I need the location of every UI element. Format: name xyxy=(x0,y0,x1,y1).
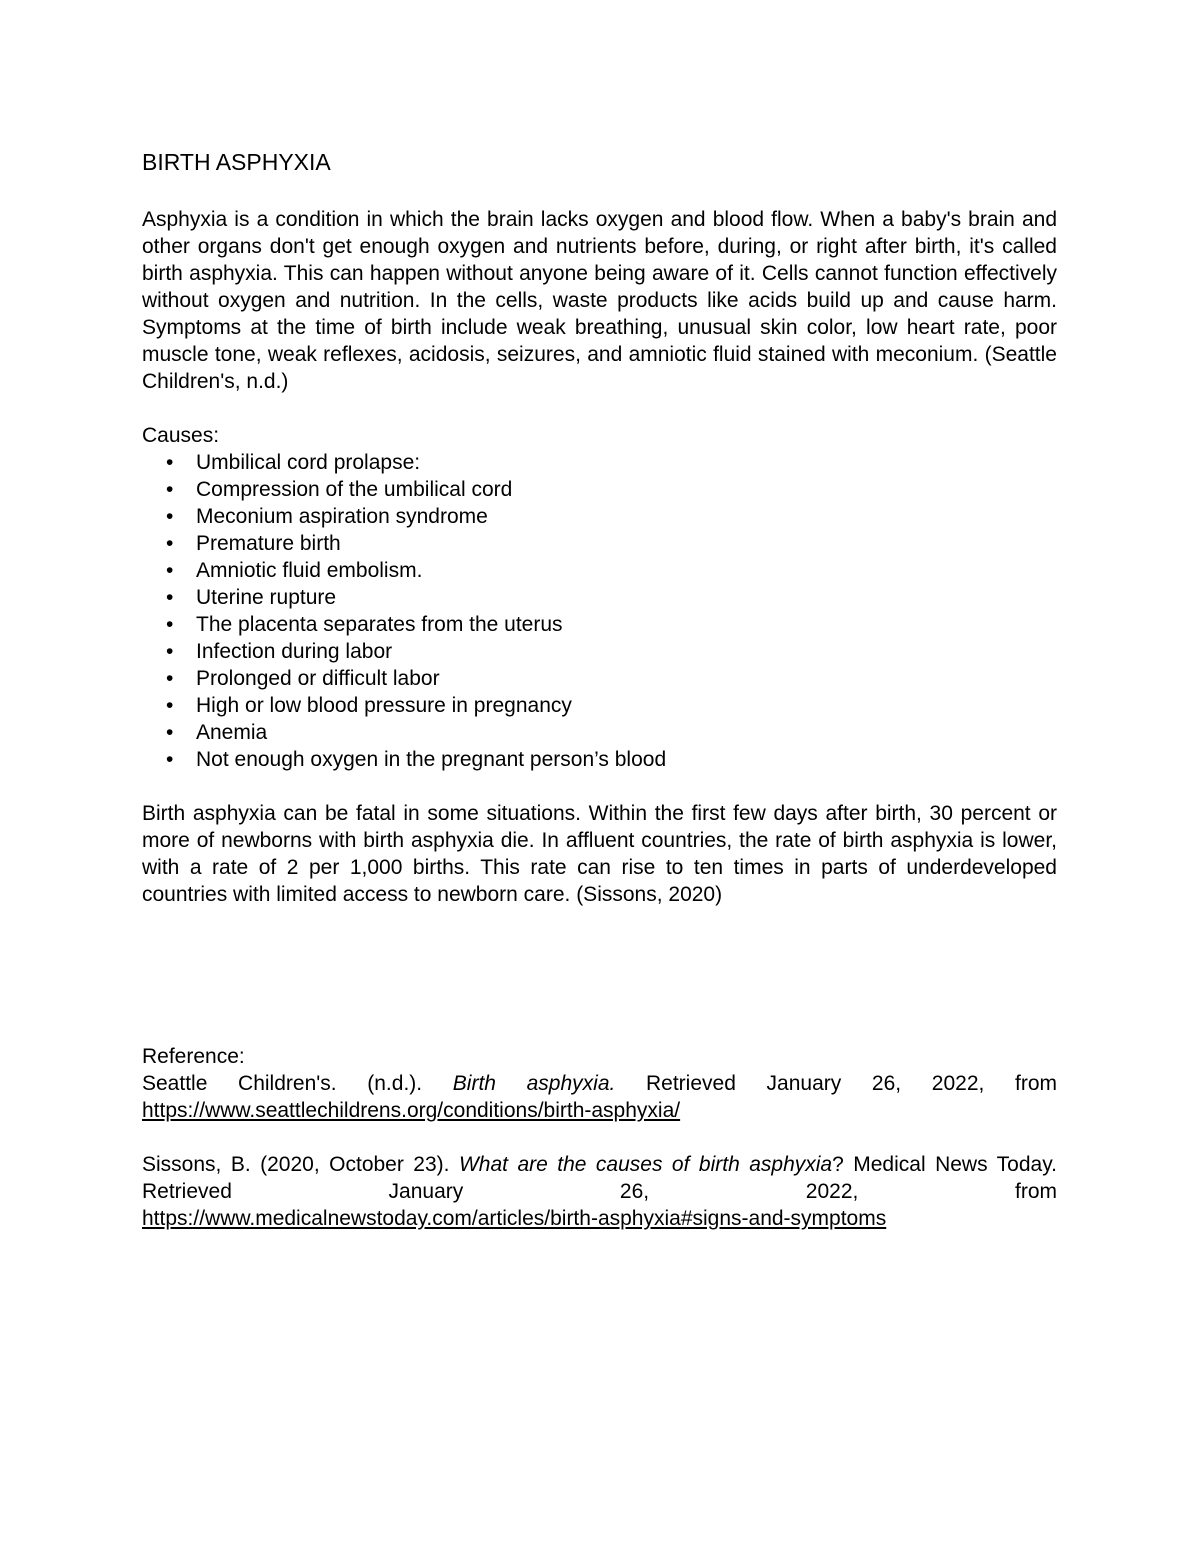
cause-text: Compression of the umbilical cord xyxy=(196,478,513,501)
list-item xyxy=(142,503,1057,530)
cause-text: The placenta separates from the uterus xyxy=(196,613,563,636)
reference-url-row-1 xyxy=(142,1097,1057,1124)
reference-entry-1 xyxy=(142,1070,1057,1097)
cause-text: Uterine rupture xyxy=(196,586,337,609)
bullet-icon: • xyxy=(166,694,174,717)
reference-link[interactable]: https://www.seattlechildrens.org/conditions/birth-asphyxia/ xyxy=(142,1099,681,1122)
reference-url-row-2 xyxy=(142,1205,1057,1232)
list-item xyxy=(142,719,1057,746)
list-item xyxy=(142,692,1057,719)
cause-text: High or low blood pressure in pregnancy xyxy=(196,694,572,717)
bullet-icon: • xyxy=(166,748,174,771)
bullet-icon: • xyxy=(166,559,174,582)
bullet-icon: • xyxy=(166,640,174,663)
bullet-icon: • xyxy=(166,532,174,555)
cause-text: Infection during labor xyxy=(196,640,393,663)
bullet-icon: • xyxy=(166,667,174,690)
bullet-icon: • xyxy=(166,613,174,636)
cause-text: Anemia xyxy=(196,721,268,744)
mortality-paragraph: Birth asphyxia can be fatal in some situations. Within the first few days after birth, 30 percent or more of newborns with birth asphyxia die. In affluent countries, the rate of birth asphyxia is lower, with a rate of 2 per 1,000 births. This rate can rise to ten times in parts of underdeveloped countries with limited access to newborn care. (Sissons, 2020) xyxy=(142,802,1057,906)
reference-title: What are the causes of birth asphyxia xyxy=(458,1153,833,1176)
list-item xyxy=(142,638,1057,665)
list-item xyxy=(142,476,1057,503)
cause-text: Premature birth xyxy=(196,532,341,555)
list-item xyxy=(142,557,1057,584)
causes-list xyxy=(142,449,1057,773)
list-item xyxy=(142,449,1057,476)
list-item xyxy=(142,746,1057,773)
bullet-icon: • xyxy=(166,505,174,528)
document-title: BIRTH ASPHYXIA xyxy=(142,149,331,175)
list-item xyxy=(142,584,1057,611)
bullet-icon: • xyxy=(166,478,174,501)
bullet-icon: • xyxy=(166,451,174,474)
reference-retrieved: ? Medical News Today. Retrieved January 26, 2022, from xyxy=(142,1153,1057,1203)
intro-paragraph: Asphyxia is a condition in which the brain lacks oxygen and blood flow. When a baby's brain and other organs don't get enough oxygen and nutrients before, during, or right after birth, it's called birth asphyxia. This can happen without anyone being aware of it. Cells cannot function effectively without oxygen and nutrition. In the cells, waste products like acids build up and cause harm. Symptoms at the time of birth include weak breathing, unusual skin color, low heart rate, poor muscle tone, weak reflexes, acidosis, seizures, and amniotic fluid stained with meconium. (Seattle Children's, n.d.) xyxy=(142,208,1057,393)
list-item xyxy=(142,665,1057,692)
cause-text: Meconium aspiration syndrome xyxy=(196,505,488,528)
list-item xyxy=(142,530,1057,557)
bullet-icon: • xyxy=(166,586,174,609)
cause-text: Amniotic fluid embolism. xyxy=(196,559,423,582)
references-section xyxy=(142,1043,1057,1232)
bullet-icon: • xyxy=(166,721,174,744)
reference-retrieved: Retrieved January 26, 2022, from xyxy=(615,1072,1057,1095)
cause-text: Prolonged or difficult labor xyxy=(196,667,440,690)
reference-authors: Sissons, B. (2020, October 23). xyxy=(142,1153,459,1176)
causes-heading: Causes: xyxy=(142,424,220,447)
reference-link[interactable]: https://www.medicalnewstoday.com/articles/birth-asphyxia#signs-and-symptoms xyxy=(142,1207,887,1230)
cause-text: Umbilical cord prolapse: xyxy=(196,451,421,474)
reference-title: Birth asphyxia. xyxy=(452,1072,616,1095)
reference-entry-2 xyxy=(142,1151,1057,1205)
list-item xyxy=(142,611,1057,638)
document-page xyxy=(142,148,1057,1232)
reference-heading: Reference: xyxy=(142,1045,245,1068)
reference-authors: Seattle Children's. (n.d.). xyxy=(142,1072,453,1095)
cause-text: Not enough oxygen in the pregnant person’s blood xyxy=(196,748,667,771)
